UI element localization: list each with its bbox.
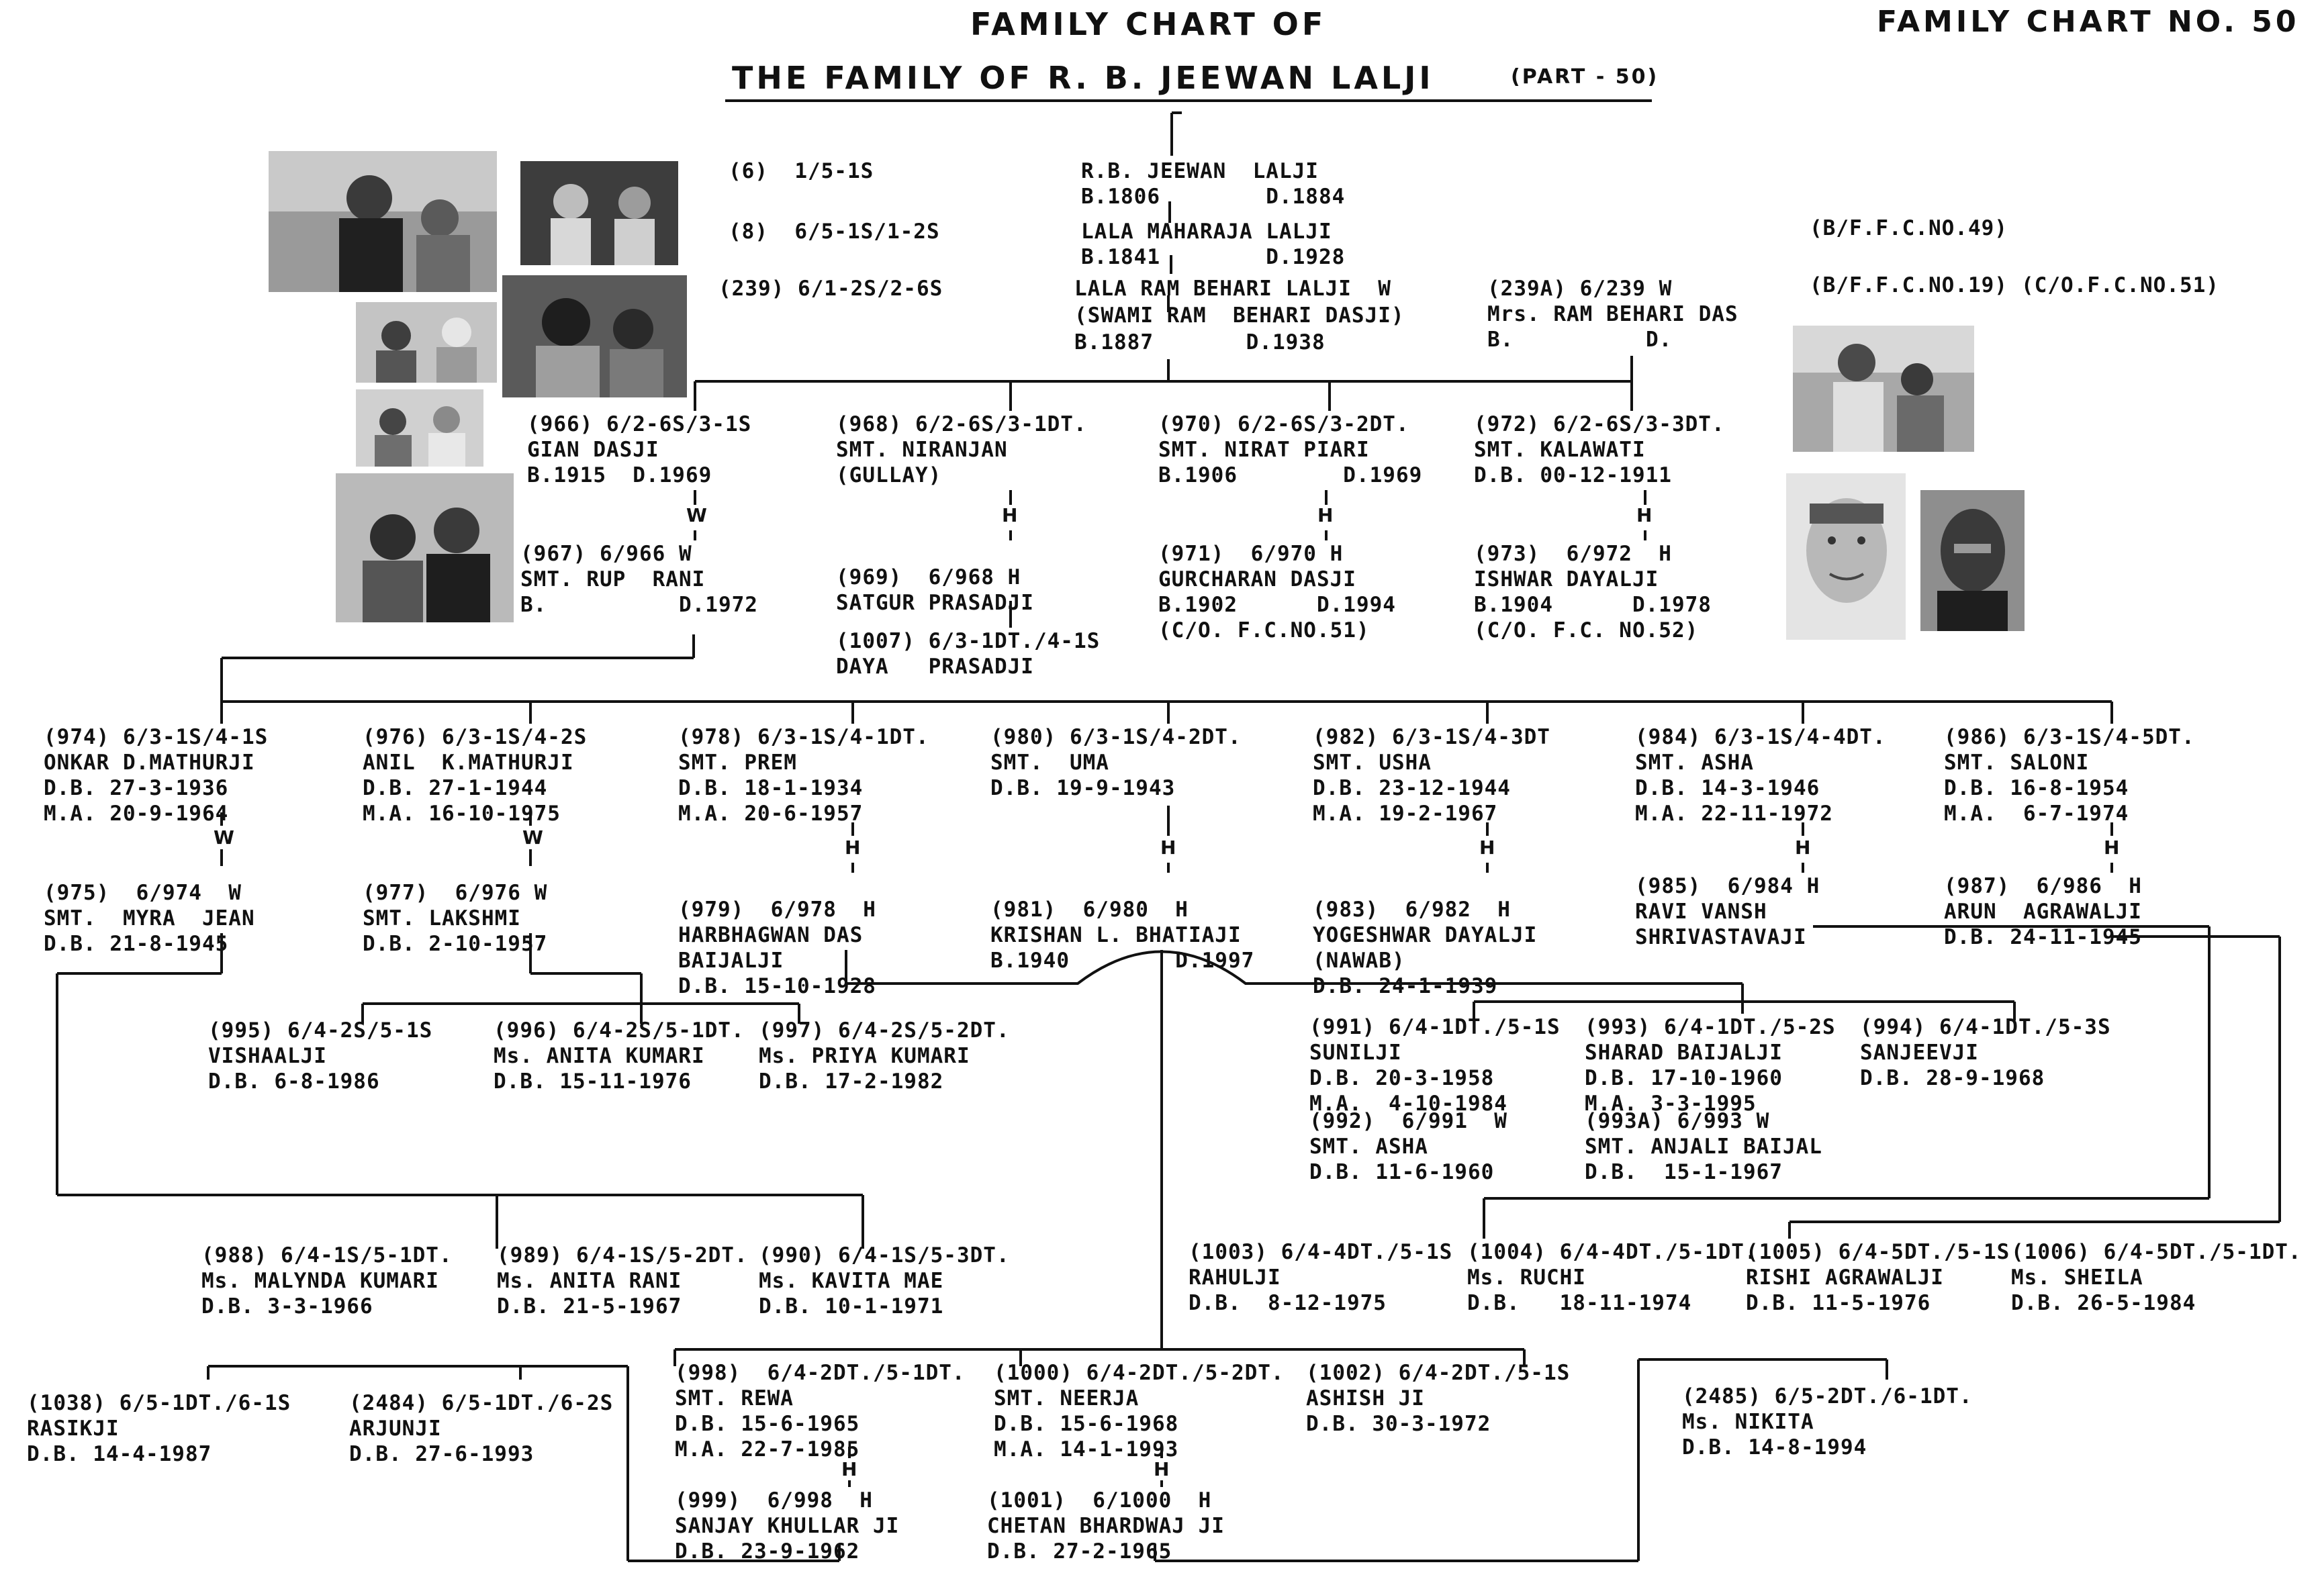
node-n972-line-0: (972) 6/2-6S/3-3DT. [1474, 412, 1725, 436]
relation-marker-5: W [522, 826, 543, 849]
node-n974-line-1: ONKAR D.MATHURJI [44, 751, 255, 775]
node-n995-line-0: (995) 6/4-2S/5-1S [208, 1018, 433, 1043]
node-n987-line-2: D.B. 24-11-1945 [1944, 925, 2142, 949]
node-n994-line-0: (994) 6/4-1DT./5-3S [1860, 1015, 2111, 1039]
node-n998-line-2: D.B. 15-6-1965 [675, 1412, 860, 1436]
node-n971-line-2: B.1902 D.1994 [1158, 593, 1396, 617]
node-n978-line-3: M.A. 20-6-1957 [678, 802, 864, 826]
node-n998-line-0: (998) 6/4-2DT./5-1DT. [675, 1361, 966, 1385]
node-n1038-line-2: D.B. 14-4-1987 [27, 1442, 212, 1466]
node-n979-line-0: (979) 6/978 H [678, 898, 876, 922]
node-n997-line-0: (997) 6/4-2S/5-2DT. [759, 1018, 1010, 1043]
node-n980-line-2: D.B. 19-9-1943 [990, 776, 1176, 800]
node-n998-line-1: SMT. REWA [675, 1386, 794, 1410]
node-n991-line-3: M.A. 4-10-1984 [1309, 1092, 1507, 1116]
node-n985-line-1: RAVI VANSH [1635, 900, 1767, 924]
node-n1038-line-1: RASIKJI [27, 1417, 120, 1441]
node-rambehari_w-line-0: (239A) 6/239 W [1487, 277, 1673, 301]
node-rambehari-line-0: (239) 6/1-2S/2-6S [718, 277, 943, 301]
node-n976-line-2: D.B. 27-1-1944 [363, 776, 548, 800]
node-jeewan-line-1: R.B. JEEWAN LALJI [1081, 159, 1319, 183]
node-n986-line-3: M.A. 6-7-1974 [1944, 802, 2129, 826]
relation-marker-3: H [1636, 504, 1653, 526]
node-n1001-line-1: CHETAN BHARDWAJ JI [987, 1514, 1225, 1538]
node-n1007-line-0: (1007) 6/3-1DT./4-1S [836, 629, 1101, 653]
node-n979-line-3: D.B. 15-10-1928 [678, 974, 876, 998]
node-n997-line-2: D.B. 17-2-1982 [759, 1069, 944, 1094]
node-n978-line-0: (978) 6/3-1S/4-1DT. [678, 725, 929, 749]
node-n1003-line-0: (1003) 6/4-4DT./5-1S [1189, 1240, 1453, 1264]
node-rambehari_w-line-2: B. D. [1487, 328, 1673, 352]
node-n993a-line-2: D.B. 15-1-1967 [1585, 1160, 1783, 1184]
chart-title-line2: THE FAMILY OF R. B. JEEWAN LALJI [732, 60, 1434, 96]
node-n974-line-0: (974) 6/3-1S/4-1S [44, 725, 269, 749]
family-photo-9 [1920, 490, 2025, 631]
node-n1006-line-1: Ms. SHEILA [2011, 1265, 2143, 1290]
node-n989-line-2: D.B. 21-5-1967 [497, 1294, 682, 1319]
node-n974-line-3: M.A. 20-9-1964 [44, 802, 229, 826]
node-n978-line-1: SMT. PREM [678, 751, 797, 775]
node-n988-line-1: Ms. MALYNDA KUMARI [201, 1269, 439, 1293]
node-n967-line-0: (967) 6/966 W [520, 542, 692, 566]
node-n975-line-0: (975) 6/974 W [44, 881, 242, 905]
node-n990-line-2: D.B. 10-1-1971 [759, 1294, 944, 1319]
node-n993-line-0: (993) 6/4-1DT./5-2S [1585, 1015, 1836, 1039]
relation-marker-12: H [1154, 1458, 1170, 1480]
node-n993-line-2: D.B. 17-10-1960 [1585, 1066, 1783, 1090]
node-n984-line-0: (984) 6/3-1S/4-4DT. [1635, 725, 1886, 749]
chart-part: (PART - 50) [1511, 65, 1659, 89]
node-n966-line-1: GIAN DASJI [527, 438, 659, 462]
node-n1001-line-0: (1001) 6/1000 H [987, 1488, 1212, 1513]
relation-marker-7: H [1160, 836, 1176, 859]
relation-marker-10: H [2104, 836, 2120, 859]
node-n1005-line-2: D.B. 11-5-1976 [1746, 1291, 1931, 1315]
node-n1004-line-1: Ms. RUCHI [1467, 1265, 1586, 1290]
node-n1000-line-0: (1000) 6/4-2DT./5-2DT. [994, 1361, 1285, 1385]
node-n970-line-1: SMT. NIRAT PIARI [1158, 438, 1370, 462]
node-n2484-line-2: D.B. 27-6-1993 [349, 1442, 534, 1466]
node-n989-line-0: (989) 6/4-1S/5-2DT. [497, 1243, 748, 1267]
node-n982-line-1: SMT. USHA [1313, 751, 1432, 775]
node-n972-line-1: SMT. KALAWATI [1474, 438, 1646, 462]
node-n999-line-2: D.B. 23-9-1962 [675, 1539, 860, 1564]
relation-marker-4: W [214, 826, 234, 849]
node-n1007-line-1: DAYA PRASADJI [836, 655, 1034, 679]
ref-cofc51: (C/O.F.C.NO.51) [2021, 273, 2219, 297]
node-n987-line-0: (987) 6/986 H [1944, 874, 2142, 898]
node-n969-line-0: (969) 6/968 H [836, 565, 1021, 589]
family-photo-3 [356, 302, 497, 383]
node-jeewan-line-0: (6) 1/5-1S [729, 159, 874, 183]
node-n1005-line-0: (1005) 6/4-5DT./5-1S [1746, 1240, 2010, 1264]
node-n972-line-2: D.B. 00-12-1911 [1474, 463, 1672, 487]
relation-marker-9: H [1795, 836, 1811, 859]
chart-title-line1: FAMILY CHART OF [970, 6, 1327, 42]
family-photo-7 [1793, 326, 1974, 452]
node-n966-line-2: B.1915 D.1969 [527, 463, 712, 487]
ref-bfc19: (B/F.F.C.NO.19) [1810, 273, 2008, 297]
family-photo-5 [356, 389, 483, 467]
node-n970-line-0: (970) 6/2-6S/3-2DT. [1158, 412, 1409, 436]
node-n973-line-1: ISHWAR DAYALJI [1474, 567, 1659, 591]
ref-bfc49: (B/F.F.C.NO.49) [1810, 216, 2008, 240]
node-n968-line-0: (968) 6/2-6S/3-1DT. [836, 412, 1087, 436]
node-n998-line-3: M.A. 22-7-1985 [675, 1437, 860, 1462]
node-n1003-line-1: RAHULJI [1189, 1265, 1281, 1290]
node-n982-line-2: D.B. 23-12-1944 [1313, 776, 1511, 800]
node-n2485-line-2: D.B. 14-8-1994 [1682, 1435, 1867, 1460]
node-rambehari_w-line-1: Mrs. RAM BEHARI DAS [1487, 302, 1738, 326]
node-n995-line-1: VISHAALJI [208, 1044, 327, 1068]
node-n995-line-2: D.B. 6-8-1986 [208, 1069, 380, 1094]
node-n993-line-3: M.A. 3-3-1995 [1585, 1092, 1757, 1116]
node-n992-line-1: SMT. ASHA [1309, 1135, 1428, 1159]
node-n976-line-3: M.A. 16-10-1975 [363, 802, 561, 826]
node-n968-line-1: SMT. NIRANJAN [836, 438, 1008, 462]
node-n984-line-3: M.A. 22-11-1972 [1635, 802, 1833, 826]
node-n968-line-2: (GULLAY) [836, 463, 942, 487]
node-n994-line-1: SANJEEVJI [1860, 1041, 1979, 1065]
family-photo-8 [1786, 473, 1906, 640]
node-n984-line-1: SMT. ASHA [1635, 751, 1754, 775]
node-n1000-line-3: M.A. 14-1-1993 [994, 1437, 1179, 1462]
relation-marker-8: H [1479, 836, 1495, 859]
node-n981-line-1: KRISHAN L. BHATIAJI [990, 923, 1242, 947]
node-n1004-line-0: (1004) 6/4-4DT./5-1DT. [1467, 1240, 1758, 1264]
node-n996-line-2: D.B. 15-11-1976 [494, 1069, 692, 1094]
node-n976-line-0: (976) 6/3-1S/4-2S [363, 725, 588, 749]
node-n996-line-1: Ms. ANITA KUMARI [494, 1044, 705, 1068]
node-n985-line-2: SHRIVASTAVAJI [1635, 925, 1807, 949]
family-photo-2 [520, 161, 678, 265]
node-n980-line-1: SMT. UMA [990, 751, 1109, 775]
node-n975-line-2: D.B. 21-8-1945 [44, 932, 229, 956]
node-n985-line-0: (985) 6/984 H [1635, 874, 1820, 898]
node-n1002-line-0: (1002) 6/4-2DT./5-1S [1306, 1361, 1571, 1385]
node-n977-line-2: D.B. 2-10-1957 [363, 932, 548, 956]
node-n971-line-1: GURCHARAN DASJI [1158, 567, 1356, 591]
node-n996-line-0: (996) 6/4-2S/5-1DT. [494, 1018, 745, 1043]
family-photo-6 [336, 473, 514, 622]
node-maharaja-line-2: B.1841 D.1928 [1081, 245, 1346, 269]
node-maharaja-line-0: (8) 6/5-1S/1-2S [729, 220, 940, 244]
node-n971-line-0: (971) 6/970 H [1158, 542, 1344, 566]
node-n979-line-1: HARBHAGWAN DAS [678, 923, 864, 947]
node-n997-line-1: Ms. PRIYA KUMARI [759, 1044, 970, 1068]
relation-marker-6: H [845, 836, 861, 859]
node-n981-line-2: B.1940 D.1997 [990, 949, 1255, 973]
node-maharaja-line-1: LALA MAHARAJA LALJI [1081, 220, 1332, 244]
node-n992-line-2: D.B. 11-6-1960 [1309, 1160, 1495, 1184]
node-n986-line-0: (986) 6/3-1S/4-5DT. [1944, 725, 2195, 749]
node-n986-line-1: SMT. SALONI [1944, 751, 2090, 775]
node-n988-line-2: D.B. 3-3-1966 [201, 1294, 373, 1319]
relation-marker-11: H [841, 1458, 857, 1480]
node-n974-line-2: D.B. 27-3-1936 [44, 776, 229, 800]
node-n975-line-1: SMT. MYRA JEAN [44, 906, 255, 930]
node-n990-line-0: (990) 6/4-1S/5-3DT. [759, 1243, 1010, 1267]
node-n1004-line-2: D.B. 18-11-1974 [1467, 1291, 1692, 1315]
node-n1006-line-0: (1006) 6/4-5DT./5-1DT. [2011, 1240, 2302, 1264]
node-n967-line-2: B. D.1972 [520, 593, 758, 617]
node-n971-line-3: (C/O. F.C.NO.51) [1158, 618, 1370, 642]
node-n991-line-1: SUNILJI [1309, 1041, 1402, 1065]
node-n990-line-1: Ms. KAVITA MAE [759, 1269, 944, 1293]
node-n973-line-2: B.1904 D.1978 [1474, 593, 1712, 617]
node-n967-line-1: SMT. RUP RANI [520, 567, 706, 591]
chart-number: FAMILY CHART NO. 50 [1877, 5, 2300, 39]
relation-marker-2: H [1317, 504, 1334, 526]
node-rambehari-line-2: (SWAMI RAM BEHARI DASJI) [1074, 303, 1405, 328]
node-n981-line-0: (981) 6/980 H [990, 898, 1189, 922]
node-n1005-line-1: RISHI AGRAWALJI [1746, 1265, 1944, 1290]
node-n2485-line-0: (2485) 6/5-2DT./6-1DT. [1682, 1384, 1973, 1408]
node-n1002-line-2: D.B. 30-3-1972 [1306, 1412, 1491, 1436]
node-n991-line-2: D.B. 20-3-1958 [1309, 1066, 1495, 1090]
node-n994-line-2: D.B. 28-9-1968 [1860, 1066, 2045, 1090]
node-n1000-line-2: D.B. 15-6-1968 [994, 1412, 1179, 1436]
relation-marker-0: W [686, 504, 707, 526]
node-n980-line-0: (980) 6/3-1S/4-2DT. [990, 725, 1242, 749]
node-n2485-line-1: Ms. NIKITA [1682, 1410, 1814, 1434]
node-n986-line-2: D.B. 16-8-1954 [1944, 776, 2129, 800]
node-n992-line-0: (992) 6/991 W [1309, 1109, 1507, 1133]
node-n983-line-3: D.B. 24-1-1939 [1313, 974, 1498, 998]
node-n966-line-0: (966) 6/2-6S/3-1S [527, 412, 752, 436]
node-n1038-line-0: (1038) 6/5-1DT./6-1S [27, 1391, 291, 1415]
node-n991-line-0: (991) 6/4-1DT./5-1S [1309, 1015, 1561, 1039]
family-photo-1 [269, 151, 497, 292]
node-n993-line-1: SHARAD BAIJALJI [1585, 1041, 1783, 1065]
node-n989-line-1: Ms. ANITA RANI [497, 1269, 682, 1293]
node-n969-line-1: SATGUR PRASADJI [836, 591, 1034, 615]
node-n970-line-2: B.1906 D.1969 [1158, 463, 1423, 487]
node-jeewan-line-2: B.1806 D.1884 [1081, 185, 1346, 209]
node-n1003-line-2: D.B. 8-12-1975 [1189, 1291, 1387, 1315]
node-n1001-line-2: D.B. 27-2-1965 [987, 1539, 1172, 1564]
node-n1000-line-1: SMT. NEERJA [994, 1386, 1140, 1410]
node-n987-line-1: ARUN AGRAWALJI [1944, 900, 2142, 924]
family-photo-4 [502, 275, 687, 397]
node-n988-line-0: (988) 6/4-1S/5-1DT. [201, 1243, 453, 1267]
node-n973-line-3: (C/O. F.C. NO.52) [1474, 618, 1699, 642]
node-n999-line-1: SANJAY KHULLAR JI [675, 1514, 900, 1538]
node-n984-line-2: D.B. 14-3-1946 [1635, 776, 1820, 800]
node-n2484-line-1: ARJUNJI [349, 1417, 442, 1441]
node-n1006-line-2: D.B. 26-5-1984 [2011, 1291, 2196, 1315]
node-n979-line-2: BAIJALJI [678, 949, 784, 973]
node-n2484-line-0: (2484) 6/5-1DT./6-2S [349, 1391, 614, 1415]
node-n983-line-0: (983) 6/982 H [1313, 898, 1511, 922]
node-n977-line-0: (977) 6/976 W [363, 881, 548, 905]
node-n982-line-3: M.A. 19-2-1967 [1313, 802, 1498, 826]
node-n976-line-1: ANIL K.MATHURJI [363, 751, 574, 775]
node-n999-line-0: (999) 6/998 H [675, 1488, 873, 1513]
node-n973-line-0: (973) 6/972 H [1474, 542, 1672, 566]
node-n978-line-2: D.B. 18-1-1934 [678, 776, 864, 800]
node-n982-line-0: (982) 6/3-1S/4-3DT [1313, 725, 1550, 749]
relation-marker-1: H [1002, 504, 1018, 526]
node-n977-line-1: SMT. LAKSHMI [363, 906, 521, 930]
node-n993a-line-0: (993A) 6/993 W [1585, 1109, 1770, 1133]
node-n983-line-2: (NAWAB) [1313, 949, 1405, 973]
node-n983-line-1: YOGESHWAR DAYALJI [1313, 923, 1538, 947]
node-rambehari-line-3: B.1887 D.1938 [1074, 330, 1326, 354]
node-n1002-line-1: ASHISH JI [1306, 1386, 1425, 1410]
node-rambehari-line-1: LALA RAM BEHARI LALJI W [1074, 277, 1391, 301]
node-n993a-line-1: SMT. ANJALI BAIJAL [1585, 1135, 1822, 1159]
